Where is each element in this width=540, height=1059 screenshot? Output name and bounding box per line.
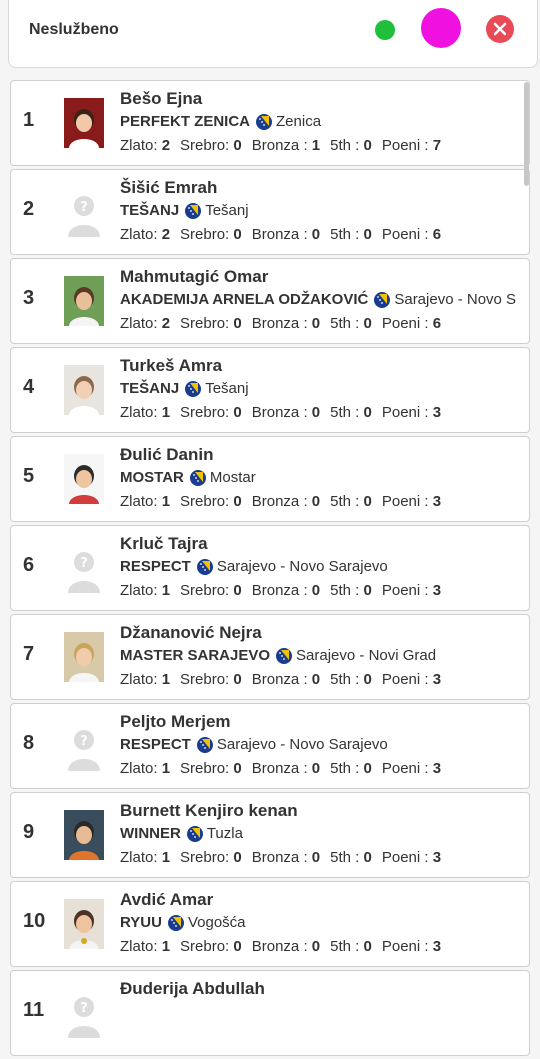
athlete-card[interactable] bbox=[10, 80, 530, 166]
club-name: TEŠANJ bbox=[120, 202, 180, 219]
stats-line bbox=[120, 671, 451, 688]
bronze-value: 0 bbox=[311, 582, 321, 599]
bih-flag-icon bbox=[197, 559, 213, 575]
points-label: Poeni : bbox=[381, 404, 429, 421]
scrollbar[interactable] bbox=[524, 82, 529, 186]
bih-flag-icon bbox=[190, 470, 206, 486]
gold-value: 2 bbox=[161, 137, 171, 154]
silver-label: Srebro: bbox=[180, 226, 230, 243]
athlete-name: Mahmutagić Omar bbox=[120, 267, 269, 286]
club-line bbox=[120, 736, 388, 753]
rank-number: 8 bbox=[23, 732, 35, 754]
fifth-label: 5th : bbox=[330, 582, 360, 599]
club-city: Tešanj bbox=[205, 202, 249, 219]
silver-label: Srebro: bbox=[180, 938, 230, 955]
gold-label: Zlato: bbox=[120, 137, 158, 154]
club-city: Sarajevo - Novo S bbox=[394, 291, 517, 308]
fifth-label: 5th : bbox=[330, 315, 360, 332]
points-value: 3 bbox=[432, 938, 442, 955]
stats-line bbox=[120, 849, 451, 866]
stats-line bbox=[120, 404, 451, 421]
club-city: Vogošća bbox=[187, 914, 246, 931]
fifth-value: 0 bbox=[363, 760, 372, 777]
fifth-label: 5th : bbox=[330, 493, 360, 510]
rank-number: 6 bbox=[23, 554, 35, 576]
bronze-value: 0 bbox=[311, 404, 321, 421]
points-label: Poeni : bbox=[381, 671, 429, 688]
silver-label: Srebro: bbox=[180, 137, 230, 154]
bronze-value: 1 bbox=[311, 137, 321, 154]
club-name: AKADEMIJA ARNELA ODŽAKOVIĆ bbox=[120, 291, 369, 308]
fifth-value: 0 bbox=[363, 226, 372, 243]
bronze-value: 0 bbox=[311, 226, 321, 243]
points-label: Poeni : bbox=[381, 493, 429, 510]
avatar bbox=[64, 899, 104, 949]
athlete-card[interactable] bbox=[10, 614, 530, 700]
stats-line bbox=[120, 137, 451, 154]
bih-flag-icon bbox=[185, 203, 201, 219]
bronze-value: 0 bbox=[311, 760, 321, 777]
club-line bbox=[120, 558, 388, 575]
stats-line bbox=[120, 226, 451, 243]
athlete-name: Đulić Danin bbox=[120, 445, 214, 464]
athlete-list[interactable] bbox=[10, 80, 530, 1059]
gold-value: 1 bbox=[161, 938, 171, 955]
silver-value: 0 bbox=[233, 315, 242, 332]
silver-value: 0 bbox=[233, 671, 242, 688]
club-line bbox=[120, 914, 246, 931]
svg-text:?: ? bbox=[80, 556, 88, 571]
club-name: MOSTAR bbox=[120, 469, 184, 486]
athlete-card[interactable] bbox=[10, 525, 530, 611]
fifth-label: 5th : bbox=[330, 938, 360, 955]
points-value: 6 bbox=[432, 226, 442, 243]
athlete-name: Turkeš Amra bbox=[120, 356, 223, 375]
club-name: MASTER SARAJEVO bbox=[120, 647, 271, 664]
club-name: WINNER bbox=[120, 825, 181, 842]
gold-label: Zlato: bbox=[120, 404, 158, 421]
fifth-value: 0 bbox=[363, 493, 372, 510]
bronze-label: Bronza : bbox=[251, 760, 308, 777]
points-label: Poeni : bbox=[381, 315, 429, 332]
club-city: Sarajevo - Novo Sarajevo bbox=[216, 736, 388, 753]
athlete-name: Šišić Emrah bbox=[120, 178, 218, 197]
bronze-label: Bronza : bbox=[251, 849, 308, 866]
bih-flag-icon bbox=[185, 381, 201, 397]
gold-label: Zlato: bbox=[120, 849, 158, 866]
club-line bbox=[120, 380, 249, 397]
club-city: Sarajevo - Novo Sarajevo bbox=[216, 558, 388, 575]
silver-label: Srebro: bbox=[180, 404, 230, 421]
bih-flag-icon bbox=[197, 737, 213, 753]
avatar bbox=[64, 810, 104, 860]
silver-value: 0 bbox=[233, 760, 242, 777]
avatar bbox=[64, 454, 104, 504]
points-label: Poeni : bbox=[381, 226, 429, 243]
athlete-card[interactable] bbox=[10, 436, 530, 522]
gold-value: 2 bbox=[161, 315, 171, 332]
rank-number: 10 bbox=[23, 910, 46, 932]
silver-value: 0 bbox=[233, 849, 242, 866]
close-icon bbox=[493, 22, 507, 36]
stats-line bbox=[120, 938, 451, 955]
svg-text:?: ? bbox=[80, 200, 88, 215]
rank-number: 5 bbox=[23, 465, 35, 487]
points-value: 3 bbox=[432, 849, 442, 866]
avatar bbox=[64, 632, 104, 682]
gold-value: 1 bbox=[161, 404, 171, 421]
silver-value: 0 bbox=[233, 582, 242, 599]
color-dot-magenta[interactable] bbox=[421, 8, 461, 48]
points-value: 3 bbox=[432, 582, 442, 599]
silver-value: 0 bbox=[233, 404, 242, 421]
page-title: Neslužbeno bbox=[29, 21, 119, 38]
points-label: Poeni : bbox=[381, 582, 429, 599]
silver-label: Srebro: bbox=[180, 582, 230, 599]
bronze-value: 0 bbox=[311, 493, 321, 510]
club-name: RYUU bbox=[120, 914, 162, 931]
gold-value: 1 bbox=[161, 849, 171, 866]
points-label: Poeni : bbox=[381, 137, 429, 154]
svg-text:?: ? bbox=[80, 734, 88, 749]
rank-number: 3 bbox=[23, 287, 35, 309]
bronze-label: Bronza : bbox=[251, 315, 308, 332]
silver-value: 0 bbox=[233, 226, 242, 243]
club-line bbox=[120, 291, 516, 308]
bronze-label: Bronza : bbox=[251, 493, 308, 510]
points-label: Poeni : bbox=[381, 938, 429, 955]
gold-label: Zlato: bbox=[120, 938, 158, 955]
club-city: Tuzla bbox=[206, 825, 243, 842]
rank-number: 4 bbox=[23, 376, 35, 398]
silver-label: Srebro: bbox=[180, 315, 230, 332]
athlete-card[interactable] bbox=[10, 881, 530, 967]
points-value: 3 bbox=[432, 404, 442, 421]
points-value: 3 bbox=[432, 493, 442, 510]
rank-number: 11 bbox=[23, 999, 45, 1021]
club-name: RESPECT bbox=[120, 558, 191, 575]
silver-value: 0 bbox=[233, 938, 242, 955]
silver-value: 0 bbox=[233, 493, 242, 510]
fifth-label: 5th : bbox=[330, 137, 360, 154]
athlete-card[interactable] bbox=[10, 169, 530, 255]
gold-label: Zlato: bbox=[120, 315, 158, 332]
athlete-card[interactable] bbox=[10, 347, 530, 433]
club-line bbox=[120, 647, 436, 664]
fifth-label: 5th : bbox=[330, 760, 360, 777]
bronze-label: Bronza : bbox=[251, 671, 308, 688]
bronze-label: Bronza : bbox=[251, 404, 308, 421]
points-value: 7 bbox=[432, 137, 442, 154]
athlete-name: Đuderija Abdullah bbox=[120, 979, 265, 998]
silver-label: Srebro: bbox=[180, 760, 230, 777]
gold-value: 2 bbox=[161, 226, 171, 243]
athlete-name: Avdić Amar bbox=[120, 890, 214, 909]
gold-label: Zlato: bbox=[120, 582, 158, 599]
fifth-value: 0 bbox=[363, 582, 372, 599]
stats-line bbox=[120, 582, 451, 599]
athlete-name: Peljto Merjem bbox=[120, 712, 231, 731]
rank-number: 9 bbox=[23, 821, 35, 843]
fifth-value: 0 bbox=[363, 404, 372, 421]
rank-number: 7 bbox=[23, 643, 35, 665]
gold-value: 1 bbox=[161, 760, 171, 777]
gold-label: Zlato: bbox=[120, 760, 158, 777]
bih-flag-icon bbox=[374, 292, 390, 308]
stats-line bbox=[120, 493, 451, 510]
points-value: 3 bbox=[432, 760, 442, 777]
athlete-name: Džananović Nejra bbox=[120, 623, 262, 642]
club-city: Mostar bbox=[209, 469, 256, 486]
athlete-card[interactable] bbox=[10, 703, 530, 789]
gold-label: Zlato: bbox=[120, 226, 158, 243]
club-name: PERFEKT ZENICA bbox=[120, 113, 251, 130]
club-city: Tešanj bbox=[205, 380, 249, 397]
gold-value: 1 bbox=[161, 671, 171, 688]
club-name: RESPECT bbox=[120, 736, 191, 753]
club-line bbox=[120, 825, 243, 842]
stats-line bbox=[120, 315, 451, 332]
avatar bbox=[64, 98, 104, 148]
club-line bbox=[120, 113, 321, 130]
gold-label: Zlato: bbox=[120, 671, 158, 688]
close-button[interactable] bbox=[486, 15, 514, 43]
bronze-label: Bronza : bbox=[251, 137, 308, 154]
points-value: 6 bbox=[432, 315, 442, 332]
bih-flag-icon bbox=[168, 915, 184, 931]
bronze-value: 0 bbox=[311, 315, 321, 332]
avatar bbox=[64, 365, 104, 415]
rank-number: 1 bbox=[23, 109, 35, 131]
avatar bbox=[64, 187, 104, 237]
bih-flag-icon bbox=[276, 648, 292, 664]
avatar bbox=[64, 543, 104, 593]
bih-flag-icon bbox=[187, 826, 203, 842]
avatar bbox=[64, 276, 104, 326]
bronze-label: Bronza : bbox=[251, 582, 308, 599]
fifth-value: 0 bbox=[363, 137, 372, 154]
club-name: TEŠANJ bbox=[120, 380, 180, 397]
silver-label: Srebro: bbox=[180, 493, 230, 510]
fifth-value: 0 bbox=[363, 938, 372, 955]
silver-label: Srebro: bbox=[180, 849, 230, 866]
athlete-name: Bešo Ejna bbox=[120, 89, 203, 108]
bronze-label: Bronza : bbox=[251, 226, 308, 243]
fifth-value: 0 bbox=[363, 315, 372, 332]
fifth-label: 5th : bbox=[330, 404, 360, 421]
silver-value: 0 bbox=[233, 137, 242, 154]
status-dot-green[interactable] bbox=[375, 20, 395, 40]
bronze-value: 0 bbox=[311, 671, 321, 688]
bronze-label: Bronza : bbox=[251, 938, 308, 955]
fifth-value: 0 bbox=[363, 849, 372, 866]
bih-flag-icon bbox=[256, 114, 272, 130]
athlete-card[interactable] bbox=[10, 970, 530, 1056]
points-label: Poeni : bbox=[381, 760, 429, 777]
rank-number: 2 bbox=[23, 198, 35, 220]
club-line bbox=[120, 202, 249, 219]
svg-text:?: ? bbox=[80, 1001, 88, 1016]
gold-value: 1 bbox=[161, 493, 171, 510]
athlete-name: Krluč Tajra bbox=[120, 534, 208, 553]
athlete-card[interactable] bbox=[10, 792, 530, 878]
gold-value: 1 bbox=[161, 582, 171, 599]
fifth-label: 5th : bbox=[330, 671, 360, 688]
gold-label: Zlato: bbox=[120, 493, 158, 510]
athlete-card[interactable] bbox=[10, 258, 530, 344]
stats-line bbox=[120, 760, 451, 777]
club-city: Sarajevo - Novi Grad bbox=[296, 647, 437, 664]
silver-label: Srebro: bbox=[180, 671, 230, 688]
club-city: Zenica bbox=[276, 113, 322, 130]
points-label: Poeni : bbox=[381, 849, 429, 866]
fifth-label: 5th : bbox=[330, 226, 360, 243]
points-value: 3 bbox=[432, 671, 442, 688]
bronze-value: 0 bbox=[311, 938, 321, 955]
top-bar bbox=[8, 0, 538, 68]
bronze-value: 0 bbox=[311, 849, 321, 866]
fifth-label: 5th : bbox=[330, 849, 360, 866]
avatar bbox=[64, 721, 104, 771]
club-line bbox=[120, 469, 256, 486]
fifth-value: 0 bbox=[363, 671, 372, 688]
avatar bbox=[64, 988, 104, 1038]
athlete-name: Burnett Kenjiro kenan bbox=[120, 801, 298, 820]
